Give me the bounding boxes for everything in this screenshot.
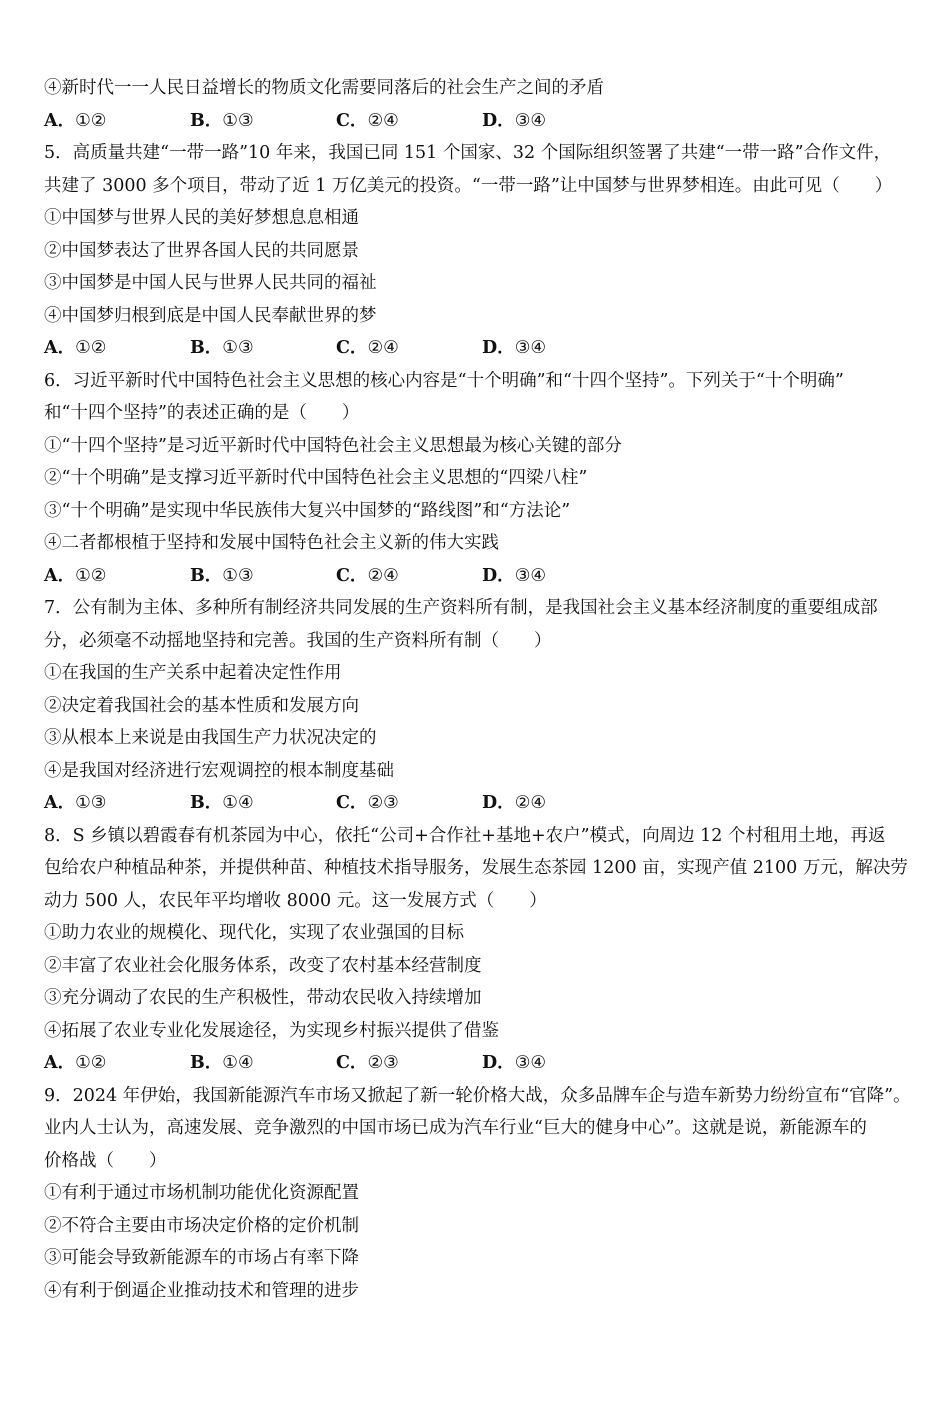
answer-option — [44, 564, 106, 588]
option-letter: D． — [482, 1053, 515, 1073]
answer-option — [44, 336, 106, 360]
question-stem: 9．2024 年伊始，我国新能源汽车市场又掀起了新一轮价格大战，众多品牌车企与造车新势力纷纷宣布“官降”。 — [44, 1086, 911, 1106]
option-letter: B． — [190, 1053, 223, 1073]
choice-statement: ③从根本上来说是由我国生产力状况决定的 — [44, 728, 377, 748]
option-letter: A． — [44, 566, 76, 586]
question-stem: 价格战（ ） — [44, 1151, 167, 1171]
option-letter: B． — [190, 338, 223, 358]
choice-statement: ①在我国的生产关系中起着决定性作用 — [44, 663, 342, 683]
option-letter: B． — [190, 111, 223, 131]
choice-statement: ④是我国对经济进行宏观调控的根本制度基础 — [44, 761, 394, 781]
option-letter: D． — [482, 566, 515, 586]
question-stem: 共建了 3000 多个项目，带动了近 1 万亿美元的投资。“一带一路”让中国梦与世界梦相连。由此可见（ ） — [44, 176, 893, 196]
option-letter: D． — [482, 793, 515, 813]
answer-option — [336, 109, 399, 133]
choice-statement: ①助力农业的规模化、现代化，实现了农业强国的目标 — [44, 923, 464, 943]
option-letter: C． — [336, 566, 368, 586]
choice-statement: ③“十个明确”是实现中华民族伟大复兴中国梦的“路线图”和“方法论” — [44, 501, 571, 521]
option-letter: A． — [44, 1053, 76, 1073]
option-text: ①③ — [222, 111, 254, 131]
option-text: ①② — [75, 111, 107, 131]
answer-option — [482, 564, 546, 588]
answer-option — [336, 1051, 399, 1075]
choice-statement: ④有利于倒逼企业推动技术和管理的进步 — [44, 1281, 359, 1301]
option-text: ①② — [75, 566, 107, 586]
option-text: ②④ — [514, 793, 547, 813]
choice-statement: ②中国梦表达了世界各国人民的共同愿景 — [44, 241, 359, 261]
option-text: ①③ — [75, 793, 107, 813]
answer-option — [190, 1051, 254, 1075]
option-letter: A． — [44, 111, 76, 131]
answer-option — [190, 109, 254, 133]
answer-option — [336, 791, 399, 815]
option-letter: C． — [336, 1053, 368, 1073]
option-letter: B． — [190, 793, 223, 813]
option-text: ①③ — [222, 566, 254, 586]
option-text: ①③ — [222, 338, 254, 358]
choice-statement: ①有利于通过市场机制功能优化资源配置 — [44, 1183, 359, 1203]
option-text: ①④ — [222, 1053, 254, 1073]
option-text: ③④ — [514, 338, 547, 358]
answer-option — [190, 336, 254, 360]
answer-option — [336, 564, 399, 588]
option-letter: A． — [44, 338, 76, 358]
option-letter: D． — [482, 111, 515, 131]
choice-statement: ①中国梦与世界人民的美好梦想息息相通 — [44, 208, 359, 228]
choice-statement: ④新时代一一人民日益增长的物质文化需要同落后的社会生产之间的矛盾 — [44, 78, 604, 98]
choice-statement: ②丰富了农业社会化服务体系，改变了农村基本经营制度 — [44, 956, 482, 976]
option-text: ③④ — [514, 566, 547, 586]
answer-option — [190, 791, 254, 815]
question-stem: 和“十四个坚持”的表述正确的是（ ） — [44, 403, 360, 423]
question-stem: 8．S 乡镇以碧霞春有机茶园为中心，依托“公司+合作社+基地+农户”模式，向周边 12 个村租用土地，再返 — [44, 826, 886, 846]
option-text: ①④ — [222, 793, 254, 813]
choice-statement: ④中国梦归根到底是中国人民奉献世界的梦 — [44, 306, 377, 326]
choice-statement: ②决定着我国社会的基本性质和发展方向 — [44, 696, 359, 716]
answer-option — [190, 564, 254, 588]
option-text: ②④ — [367, 111, 399, 131]
option-letter: C． — [336, 793, 368, 813]
option-text: ①② — [75, 1053, 107, 1073]
choice-statement: ③中国梦是中国人民与世界人民共同的福祉 — [44, 273, 377, 293]
question-stem: 分，必须毫不动摇地坚持和完善。我国的生产资料所有制（ ） — [44, 631, 552, 651]
option-text: ①② — [75, 338, 107, 358]
option-text: ③④ — [514, 1053, 547, 1073]
option-letter: D． — [482, 338, 515, 358]
option-letter: C． — [336, 111, 368, 131]
answer-option — [482, 336, 546, 360]
choice-statement: ④二者都根植于坚持和发展中国特色社会主义新的伟大实践 — [44, 533, 499, 553]
answer-option — [482, 109, 546, 133]
answer-option — [44, 791, 106, 815]
question-stem: 7．公有制为主体、多种所有制经济共同发展的生产资料所有制，是我国社会主义基本经济制度的重要组成部 — [44, 598, 878, 618]
question-stem: 动力 500 人，农民年平均增收 8000 元。这一发展方式（ ） — [44, 891, 547, 911]
question-stem: 包给农户种植品种茶，并提供种苗、种植技术指导服务，发展生态茶园 1200 亩，实现产值 2100 万元，解决劳 — [44, 858, 908, 878]
choice-statement: ①“十四个坚持”是习近平新时代中国特色社会主义思想最为核心关键的部分 — [44, 436, 622, 456]
answer-option — [44, 109, 106, 133]
option-letter: C． — [336, 338, 368, 358]
question-stem: 业内人士认为，高速发展、竞争激烈的中国市场已成为汽车行业“巨大的健身中心”。这就是说，新能源车的 — [44, 1118, 867, 1138]
choice-statement: ②“十个明确”是支撑习近平新时代中国特色社会主义思想的“四梁八柱” — [44, 468, 588, 488]
question-stem: 6．习近平新时代中国特色社会主义思想的核心内容是“十个明确”和“十四个坚持”。下列关于“十个明确” — [44, 371, 844, 391]
choice-statement: ④拓展了农业专业化发展途径，为实现乡村振兴提供了借鉴 — [44, 1021, 499, 1041]
option-letter: B． — [190, 566, 223, 586]
option-text: ②④ — [367, 566, 399, 586]
choice-statement: ③可能会导致新能源车的市场占有率下降 — [44, 1248, 359, 1268]
option-text: ②③ — [367, 1053, 399, 1073]
option-text: ②③ — [367, 793, 399, 813]
question-stem: 5．高质量共建“一带一路”10 年来，我国已同 151 个国家、32 个国际组织签署了共建“一带一路”合作文件， — [44, 143, 892, 163]
option-text: ③④ — [514, 111, 547, 131]
choice-statement: ③充分调动了农民的生产积极性，带动农民收入持续增加 — [44, 988, 482, 1008]
answer-option — [482, 1051, 546, 1075]
answer-option — [336, 336, 399, 360]
answer-option — [44, 1051, 106, 1075]
choice-statement: ②不符合主要由市场决定价格的定价机制 — [44, 1216, 359, 1236]
option-letter: A． — [44, 793, 76, 813]
option-text: ②④ — [367, 338, 399, 358]
answer-option — [482, 791, 546, 815]
